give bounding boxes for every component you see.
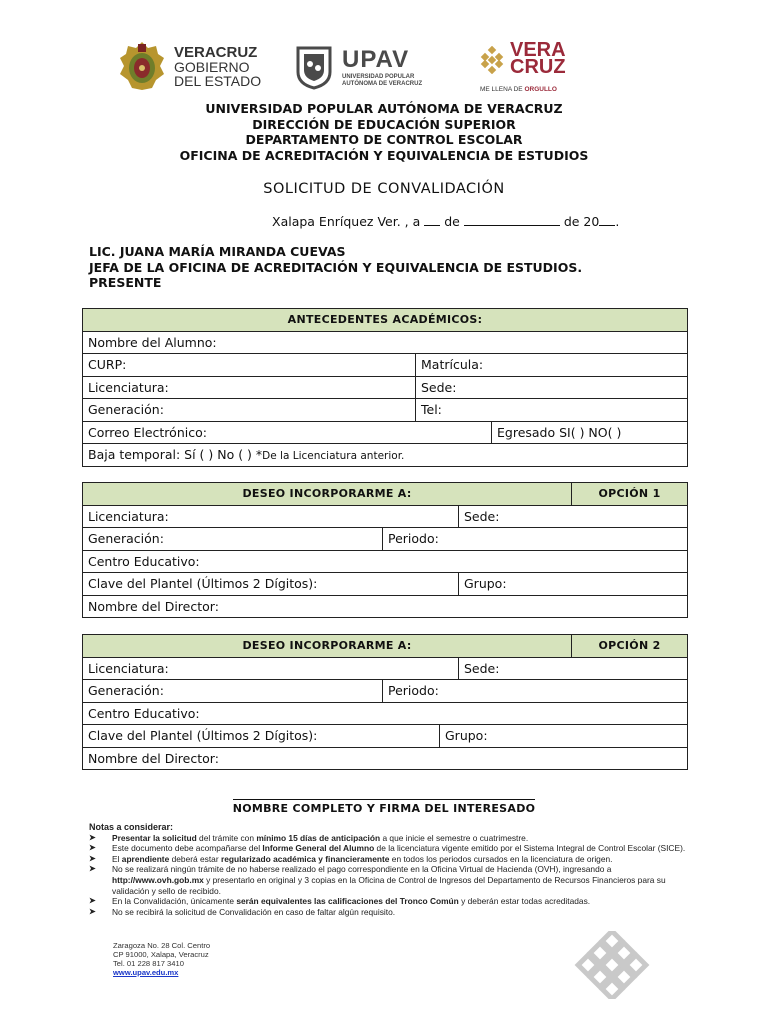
note-item [89, 907, 689, 918]
date-line [272, 214, 619, 229]
academic-background-table [82, 308, 688, 467]
veracruz-government-logo [118, 40, 278, 92]
wordmark-line: GOBIERNO [174, 59, 250, 75]
ovh-link[interactable]: http://www.ovh.gob.mx [112, 874, 204, 885]
notes-section [89, 822, 689, 917]
website-link[interactable]: www.upav.edu.mx [113, 968, 179, 977]
option-label: OPCIÓN 2 [572, 635, 688, 658]
document-title: SOLICITUD DE CONVALIDACIÓN [263, 181, 505, 197]
note-bold: aprendiente [121, 853, 170, 864]
note-text: deberá estar [169, 853, 221, 864]
table-header: DESEO INCORPORARME A: [83, 635, 572, 658]
signature-line[interactable] [233, 799, 535, 800]
grupo-field[interactable]: Grupo: [440, 725, 688, 748]
brand-tagline [480, 86, 557, 93]
clave-plantel-field[interactable]: Clave del Plantel (Últimos 2 Dígitos): [83, 573, 459, 596]
upav-shield-icon [296, 46, 332, 90]
tagline-bold: ORGULLO [524, 86, 557, 93]
arrow-bullet-icon: ➤ [89, 896, 96, 906]
periodo-field[interactable]: Periodo: [383, 528, 688, 551]
note-item [89, 843, 689, 854]
wordmark-line: VERA [510, 39, 566, 61]
table-header: DESEO INCORPORARME A: [83, 483, 572, 506]
note-text: de la licenciatura vigente emitido por el Sistema Integral de Control Escolar (SICE). [374, 843, 686, 854]
tel-field[interactable]: Tel: [416, 399, 688, 422]
watermark-knot-icon [574, 931, 650, 999]
note-bold: regularizado académica y financieramente [220, 853, 390, 864]
option1-table [82, 482, 688, 618]
email-field[interactable]: Correo Electrónico: [83, 421, 492, 444]
arrow-bullet-icon: ➤ [89, 906, 96, 916]
note-item [89, 833, 689, 844]
wordmark-line: DEL ESTADO [174, 73, 262, 89]
note-text: Este documento debe acompañarse del [112, 843, 263, 854]
arrow-bullet-icon: ➤ [89, 864, 96, 874]
clave-plantel-field[interactable]: Clave del Plantel (Últimos 2 Dígitos): [83, 725, 440, 748]
note-bold: Presentar la solicitud [112, 832, 197, 843]
wordmark-line: CRUZ [510, 56, 566, 78]
year-blank[interactable] [599, 214, 615, 226]
upav-wordmark: UPAV [342, 46, 410, 73]
baja-label: Baja temporal: Sí ( ) No ( ) * [88, 447, 263, 463]
note-text: y presentarlo en original y 3 copias en la Oficina de Control de Ingresos del Departamento de Recursos Financieros para su validación y sello de recibido. [112, 874, 666, 896]
note-text: y deberán estar todas acreditadas. [458, 896, 591, 907]
day-blank[interactable] [424, 214, 440, 226]
note-text: En la Convalidación, únicamente [112, 896, 237, 907]
addressee [89, 244, 582, 291]
address-line: Zaragoza No. 28 Col. Centro [113, 941, 211, 950]
footer-address [113, 941, 210, 977]
table-header: ANTECEDENTES ACADÉMICOS: [83, 309, 688, 332]
baja-temporal-field[interactable] [83, 444, 688, 467]
note-text: El [112, 853, 122, 864]
note-text: No se recibirá la solicitud de Convalidación en caso de faltar algún requisito. [112, 906, 396, 917]
periodo-field[interactable]: Periodo: [383, 680, 688, 703]
centro-educativo-field[interactable]: Centro Educativo: [83, 550, 688, 573]
director-name-field[interactable]: Nombre del Director: [83, 747, 688, 770]
matricula-field[interactable]: Matrícula: [416, 354, 688, 377]
upav-logo [296, 46, 446, 90]
note-item [89, 864, 689, 896]
director-name-field[interactable]: Nombre del Director: [83, 595, 688, 618]
generacion-field[interactable]: Generación: [83, 680, 383, 703]
licenciatura-field[interactable]: Licenciatura: [83, 505, 459, 528]
grupo-field[interactable]: Grupo: [459, 573, 688, 596]
date-period: . [615, 214, 620, 229]
arrow-bullet-icon: ➤ [89, 832, 96, 842]
address-line: CP 91000, Xalapa, Veracruz [113, 950, 209, 959]
date-prefix: Xalapa Enríquez Ver. , a [272, 214, 421, 229]
upav-subtitle-line: AUTÓNOMA DE VERACRUZ [342, 81, 423, 87]
coat-of-arms-icon [118, 40, 166, 92]
option2-table [82, 634, 688, 770]
upav-subtitle-line: UNIVERSIDAD POPULAR [342, 74, 415, 80]
institution-line: UNIVERSIDAD POPULAR AUTÓNOMA DE VERACRUZ [205, 101, 563, 116]
veracruz-government-wordmark [174, 46, 261, 88]
sede-field[interactable]: Sede: [459, 505, 688, 528]
note-bold: Informe General del Alumno [262, 843, 375, 854]
centro-educativo-field[interactable]: Centro Educativo: [83, 702, 688, 725]
generacion-field[interactable]: Generación: [83, 399, 416, 422]
note-text: en todos los periodos cursados en la licenciatura de origen. [389, 853, 613, 864]
notes-title: Notas a considerar: [89, 822, 174, 832]
addressee-position: JEFA DE LA OFICINA DE ACREDITACIÓN Y EQUIVALENCIA DE ESTUDIOS. [89, 259, 583, 275]
knot-pattern-icon [478, 46, 506, 74]
wordmark-line: VERACRUZ [174, 44, 258, 61]
curp-field[interactable]: CURP: [83, 354, 416, 377]
tagline-prefix: ME LLENA DE [480, 86, 525, 93]
licenciatura-field[interactable]: Licenciatura: [83, 657, 459, 680]
vera-cruz-wordmark [510, 39, 566, 78]
addressee-presente: PRESENTE [89, 275, 162, 290]
date-of: de [444, 214, 460, 229]
institution-heading [0, 101, 768, 163]
note-item [89, 896, 689, 907]
institution-line: OFICINA DE ACREDITACIÓN Y EQUIVALENCIA DE ESTUDIOS [179, 147, 589, 163]
note-text: No se realizará ningún trámite de no haberse realizado el pago correspondiente en la Oficina Virtual de Hacienda (OVH), ingresando a [112, 864, 612, 875]
note-text: del trámite con [196, 832, 257, 843]
month-blank[interactable] [464, 214, 560, 226]
student-name-field[interactable]: Nombre del Alumno: [83, 331, 688, 354]
note-item [89, 854, 689, 865]
baja-note: De la Licenciatura anterior. [262, 450, 405, 463]
institution-line: DIRECCIÓN DE EDUCACIÓN SUPERIOR [252, 116, 516, 132]
addressee-name: LIC. JUANA MARÍA MIRANDA CUEVAS [89, 244, 346, 259]
note-bold: serán equivalentes las calificaciones del Tronco Común [236, 896, 459, 907]
licenciatura-field[interactable]: Licenciatura: [83, 376, 416, 399]
egresado-field[interactable]: Egresado SI( ) NO( ) [492, 421, 688, 444]
institution-line: DEPARTAMENTO DE CONTROL ESCOLAR [245, 132, 523, 147]
phone-line: Tel. 01 228 817 3410 [113, 959, 184, 968]
option-label: OPCIÓN 1 [572, 483, 688, 506]
date-year-prefix: de 20 [563, 214, 600, 229]
sede-field[interactable]: Sede: [459, 657, 688, 680]
arrow-bullet-icon: ➤ [89, 853, 96, 863]
sede-field[interactable]: Sede: [416, 376, 688, 399]
arrow-bullet-icon: ➤ [89, 843, 96, 853]
note-text: a que inicie el semestre o cuatrimestre. [380, 832, 529, 843]
signature-label: NOMBRE COMPLETO Y FIRMA DEL INTERESADO [232, 802, 536, 815]
note-bold: mínimo 15 días de anticipación [256, 832, 381, 843]
generacion-field[interactable]: Generación: [83, 528, 383, 551]
veracruz-brand-logo [478, 40, 578, 98]
upav-subtitle [342, 74, 422, 88]
